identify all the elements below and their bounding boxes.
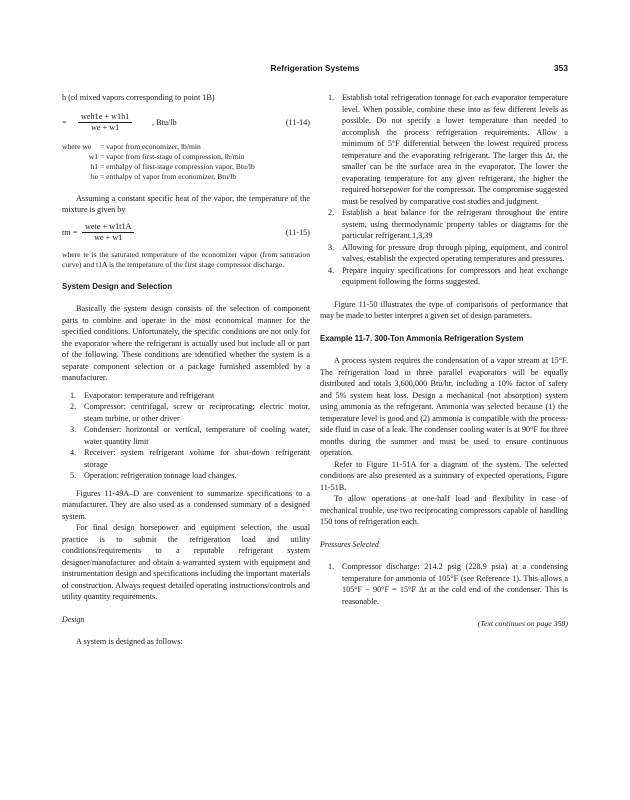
list-item <box>62 424 310 447</box>
list-text: Allowing for pressure drop through piping, equipment, and control valves, establish the expected operating temperatures and pressures. <box>342 242 568 263</box>
equation-11-14 <box>62 112 310 134</box>
list-text: Establish total refrigeration tonnage for each evaporator temperature level. When possible, combine these into as few different levels as possible. Do not specify a lower temperature than needed to accomplish the process refrigeration requirements. Allow a minimum of 5°F differential between the lowest required process temperature and the evaporating refrigerant. The larger this Δt, the smaller can be the surface area in the evaporator. The lower the evaporating temperature for any given refrigerant, the higher the required horsepower for the compressor. The compromise suggested must be resolved by comparative cost studies and judgment. <box>342 93 568 206</box>
list-item <box>320 92 568 207</box>
equation-11-15 <box>62 222 310 244</box>
equation-lhs: = <box>62 117 67 127</box>
list-number: 1. <box>328 93 335 102</box>
list-number: 2. <box>70 402 77 411</box>
page-header <box>62 63 568 75</box>
subheading-pressures: Pressures Selected <box>320 539 379 549</box>
where-definition: = enthalpy of vapor from economizer, Btu/lb <box>100 171 237 181</box>
list-text: Compressor: centrifugal, screw or reciprocating; electric motor, steam turbine, or other driver <box>84 402 310 423</box>
where-definition: = vapor from economizer, lb/min <box>100 141 201 151</box>
right-column <box>320 92 568 630</box>
list-number: 2. <box>328 208 335 217</box>
list-item <box>62 447 310 470</box>
subheading-design: Design <box>62 614 85 624</box>
equation-number: (11-15) <box>285 227 310 237</box>
equation-lhs: tm = <box>62 227 78 237</box>
list-number: 3. <box>70 425 77 434</box>
intro-line: h (of mixed vapors corresponding to point 1B) <box>62 93 215 102</box>
where-symbol: he <box>90 171 98 181</box>
list-item <box>62 390 310 402</box>
equation-denominator: we + w1 <box>94 232 123 242</box>
pressures-list <box>320 561 568 607</box>
design-steps-list <box>320 92 568 288</box>
equation-fraction <box>82 222 134 243</box>
equation-fraction <box>78 112 132 133</box>
example-heading: Example 11-7. 300-Ton Ammonia Refrigeration System <box>320 333 524 343</box>
where-row <box>62 152 310 162</box>
list-number: 3. <box>328 242 335 252</box>
list-text: Establish a heat balance for the refrigerant throughout the entire system, using thermodynamic property tables or diagrams for the particular refrigerant.1,3,39 <box>342 208 568 240</box>
where-row <box>62 142 310 152</box>
condition-list <box>62 390 310 482</box>
paragraph-process: A process system requires the condensation of a vapor stream at 15°F. The refrigeration load in three parallel evaporators will be equally distributed and totals 3,600,000 Btu/hr, including a 10% factor of safety and 5% system heat loss. Design a mechanical (not absorption) system using ammonia as the refrigerant. Ammonia was selected because (1) the temperature level is good and (2) ammonia is compatible with the process-side fluid in case of a leak. The condenser cooling water is at 90°F for three months during the summer and must be used to ensure continuous operation. <box>320 356 568 457</box>
list-item <box>320 207 568 242</box>
list-text: Prepare inquiry specifications for compressors and heat exchange equipment following the forms suggested. <box>342 265 568 286</box>
paragraph-basically: Basically the system design consists of the selection of component parts to combine and operate in the most economical manner for the specified conditions. Unfortunately, the specific conditions are not only for the evaporator where the refrigerant is actually used but include all or part of the following. These conditions are identified whether the system is a separate component selection or a package furnished assembled by a manufacturer. <box>62 304 310 382</box>
where-row <box>62 162 310 172</box>
equation-denominator: we + w1 <box>91 122 120 132</box>
where-symbol: where we <box>62 141 92 151</box>
where-definition: = vapor from first-stage of compression, lb/min <box>100 151 245 161</box>
where-symbol: h1 <box>90 161 98 171</box>
where-paragraph: where te is the saturated temperature of the economizer vapor (from saturation curve) and t1A is the temperature of the first stage compressor discharge. <box>62 249 310 269</box>
list-item <box>62 401 310 424</box>
list-number: 1. <box>70 390 77 400</box>
list-text: Receiver: system refrigerant volume for shut-down refrigerant storage <box>84 448 310 469</box>
list-item <box>320 265 568 288</box>
list-number: 4. <box>328 265 335 275</box>
list-item <box>320 561 568 607</box>
equation-numerator: weh1e + w1h1 <box>78 112 132 123</box>
list-text: Evaporator: temperature and refrigerant <box>84 390 215 400</box>
continued-note: (Text continues on page 358) <box>477 619 568 628</box>
left-column <box>62 92 310 648</box>
list-number: 4. <box>70 448 77 457</box>
paragraph-figure-11-50: Figure 11-50 illustrates the type of comparisons of performance that may be made to better interpret a given set of design parameters. <box>320 299 568 320</box>
section-heading: System Design and Selection <box>62 281 173 291</box>
list-item <box>62 470 310 482</box>
paragraph-system: A system is designed as follows: <box>76 637 183 646</box>
equation-number: (11-14) <box>285 117 310 127</box>
where-row <box>62 172 310 182</box>
where-block <box>62 142 310 182</box>
paragraph-figures: Figures 11-49A–D are convenient to summarize specifications to a manufacturer. They are also used as a condensed summary of a designed system. <box>62 488 310 521</box>
list-text: Compressor discharge: 214.2 psig (228.9 psia) at a condensing temperature for ammonia of 105°F (see Reference 1). This allows a 105°F − 90°F = 15°F Δt at the cold end of the condenser. This is reasonable. <box>342 562 568 606</box>
list-text: Condenser: horizontal or vertical, temperature of cooling water, water quantity limit <box>84 425 310 446</box>
paragraph-final-design: For final design horsepower and equipment selection, the usual practice is to submit the refrigeration load and utility conditions/requirements to a reputable refrigerant system designer/manufacturer and obtain a warranted system with equipment and instrumentation design and specifications including the important materials of construction. Always request detailed operating instructions/controls and utility quantity requirements. <box>62 523 310 601</box>
running-title: Refrigeration Systems <box>270 63 360 73</box>
list-item <box>320 242 568 265</box>
where-definition: = enthalpy of first-stage compression vapor, Btu/lb <box>100 161 255 171</box>
paragraph-refer: Refer to Figure 11-51A for a diagram of the system. The selected conditions are also presented as a summary of expected operations, Figure 11-51B. <box>320 459 568 492</box>
equation-units: , Btu/lb <box>152 117 177 127</box>
list-text: Operation: refrigeration tonnage load changes. <box>84 471 237 480</box>
page-number: 353 <box>554 63 568 73</box>
paragraph-allow: To allow operations at one-half load and flexibility in case of mechanical trouble, use two reciprocating compressors capable of handling 150 tons of refrigeration each. <box>320 494 568 526</box>
list-number: 5. <box>70 471 77 480</box>
equation-numerator: wete + w1t1A <box>82 222 134 233</box>
list-number: 1. <box>328 562 335 571</box>
paragraph-assuming: Assuming a constant specific heat of the vapor, the temperature of the mixture is given by <box>62 193 310 214</box>
where-symbol: w1 <box>88 151 98 161</box>
